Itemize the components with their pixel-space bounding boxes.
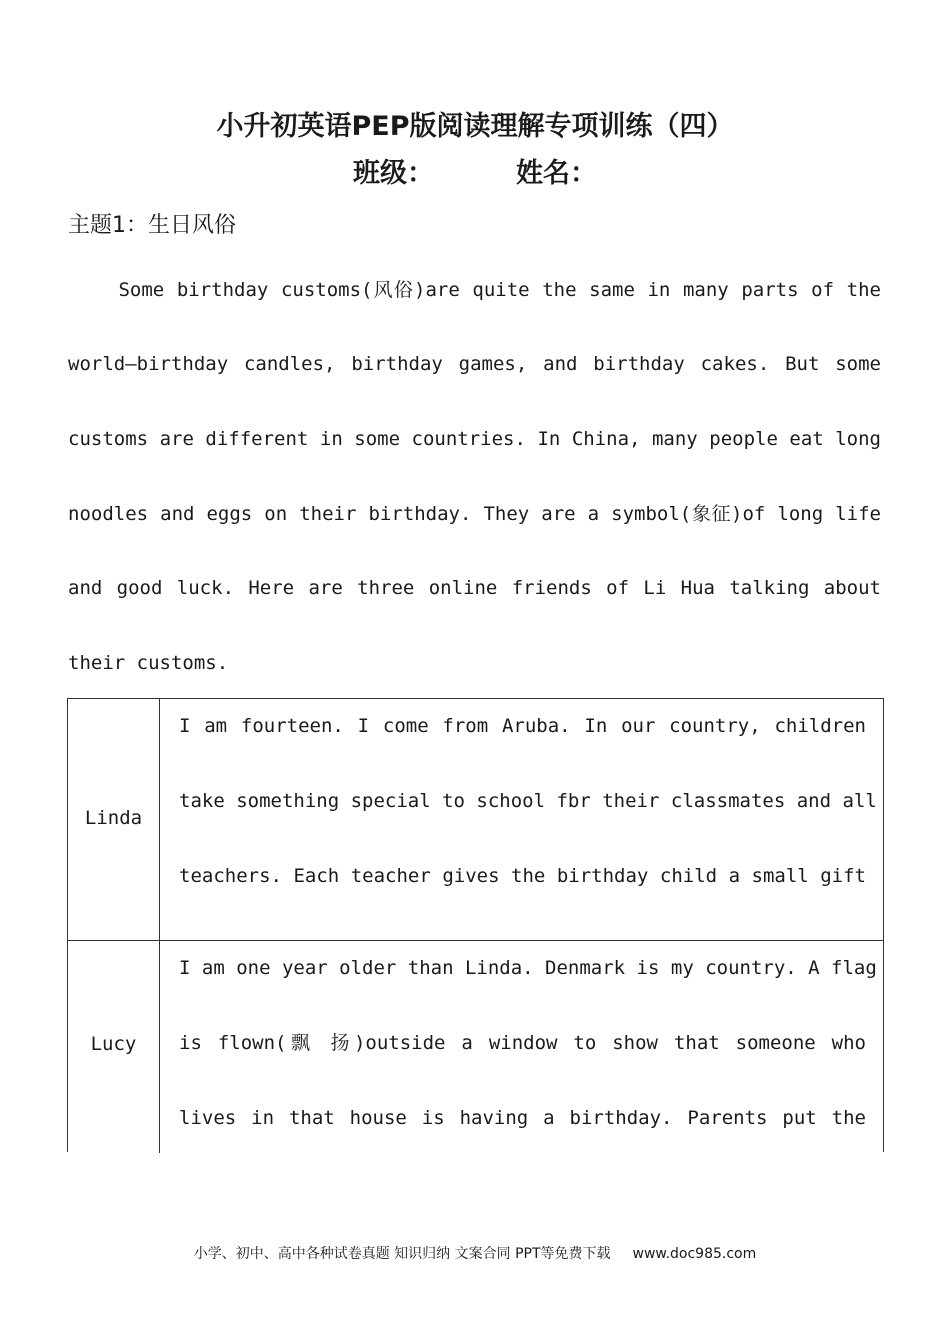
passage-line: Some birthday customs(风俗)are quite the same in many parts of the bbox=[68, 279, 881, 301]
page-footer bbox=[0, 1242, 950, 1266]
name-label: 姓名： bbox=[516, 158, 597, 189]
class-label: 班级： bbox=[353, 158, 434, 189]
speaker-name: Lucy bbox=[90, 1033, 137, 1055]
passage-line: their customs. bbox=[68, 652, 229, 674]
topic-heading: 主题1：生日风俗 bbox=[68, 213, 236, 238]
column-divider bbox=[159, 941, 160, 1153]
customs-table bbox=[67, 698, 884, 1152]
passage-line: customs are different in some countries. In China, many people eat long bbox=[68, 428, 881, 450]
table-cell-line: I am one year older than Linda. Denmark is my country. A flag bbox=[179, 957, 877, 979]
table-cell-line: take something special to school fbr their classmates and all bbox=[179, 790, 877, 812]
speaker-name: Linda bbox=[84, 807, 143, 829]
passage-line: world—birthday candles, birthday games, and birthday cakes. But some bbox=[68, 353, 881, 375]
column-divider bbox=[159, 699, 160, 940]
table-cell-line: I am fourteen. I come from Aruba. In our country, children bbox=[179, 715, 866, 737]
table-row bbox=[68, 941, 883, 1153]
table-row bbox=[68, 699, 883, 941]
student-info-row bbox=[0, 152, 950, 196]
footer-url[interactable]: www.doc985.com bbox=[632, 1246, 757, 1262]
passage-line: and good luck. Here are three online friends of Li Hua talking about bbox=[68, 577, 881, 599]
table-cell-line: lives in that house is having a birthday. Parents put the bbox=[179, 1107, 866, 1129]
table-cell-line: teachers. Each teacher gives the birthday child a small gift bbox=[179, 865, 866, 887]
table-cell-line: is flown(飘 扬)outside a window to show that someone who bbox=[179, 1032, 866, 1054]
footer-text: 小学、初中、高中各种试卷真题 知识归纳 文案合同 PPT等免费下载 bbox=[193, 1246, 611, 1262]
passage-line: noodles and eggs on their birthday. They are a symbol(象征)of long life bbox=[68, 503, 881, 525]
page-title: 小升初英语PEP版阅读理解专项训练（四） bbox=[216, 111, 734, 142]
